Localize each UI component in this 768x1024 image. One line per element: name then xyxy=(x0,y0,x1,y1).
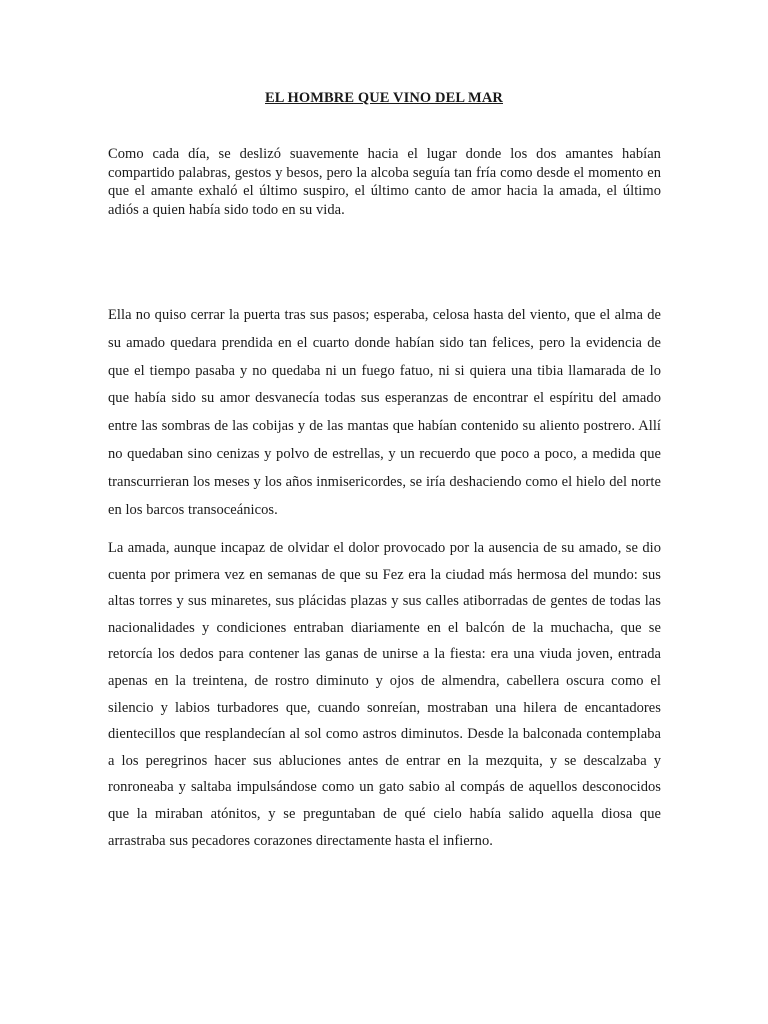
paragraph-1: Como cada día, se deslizó suavemente hacia el lugar donde los dos amantes habían compartido palabras, gestos y besos, pero la alcoba seguía tan fría como desde el momento en que el amante exhaló el último suspiro, el último canto de amor hacia la amada, el último adiós a quien había sido todo en su vida. xyxy=(108,146,661,219)
paragraph-3: La amada, aunque incapaz de olvidar el dolor provocado por la ausencia de su amado, se dio cuenta por primera vez en semanas de que su Fez era la ciudad más hermosa del mundo: sus altas torres y sus minaretes, sus plácidas plazas y sus calles atiborradas de gentes de todas las nacionalidades y condiciones entraban diariamente en el balcón de la muchacha, que se retorcía los dedos para contener las ganas de unirse a la fiesta: era una viuda joven, entrada apenas en la treintena, de rostro diminuto y ojos de almendra, cabellera oscura como el silencio y labios turbadores que, cuando sonreían, mostraban una hilera de encantadores dientecillos que resplandecían al sol como astros diminutos. Desde la balconada contemplaba a los peregrinos hacer sus abluciones antes de entrar en la mezquita, y se descalzaba y ronroneaba y saltaba impulsándose como un gato sabio al compás de aquellos desconocidos que la miraban atónitos, y se preguntaban de qué cielo había salido aquella diosa que arrastraba sus pecadores corazones directamente hasta el infierno. xyxy=(108,540,661,849)
paragraph-2: Ella no quiso cerrar la puerta tras sus pasos; esperaba, celosa hasta del viento, que el alma de su amado quedara prendida en el cuarto donde habían sido tan felices, pero la evidencia de que el tiempo pasaba y no quedaba ni un fuego fatuo, ni si quiera una tibia llamarada de lo que había sido su amor desvanecía todas sus esperanzas de encontrar el espíritu del amado entre las sombras de las cobijas y de las mantas que habían contenido su aliento postrero. Allí no quedaban sino cenizas y polvo de estrellas, y un recuerdo que poco a poco, a medida que transcurrieran los meses y los años inmisericordes, se iría deshaciendo como el hielo del norte en los barcos transoceánicos. xyxy=(108,307,661,518)
document-title: EL HOMBRE QUE VINO DEL MAR xyxy=(265,90,503,106)
